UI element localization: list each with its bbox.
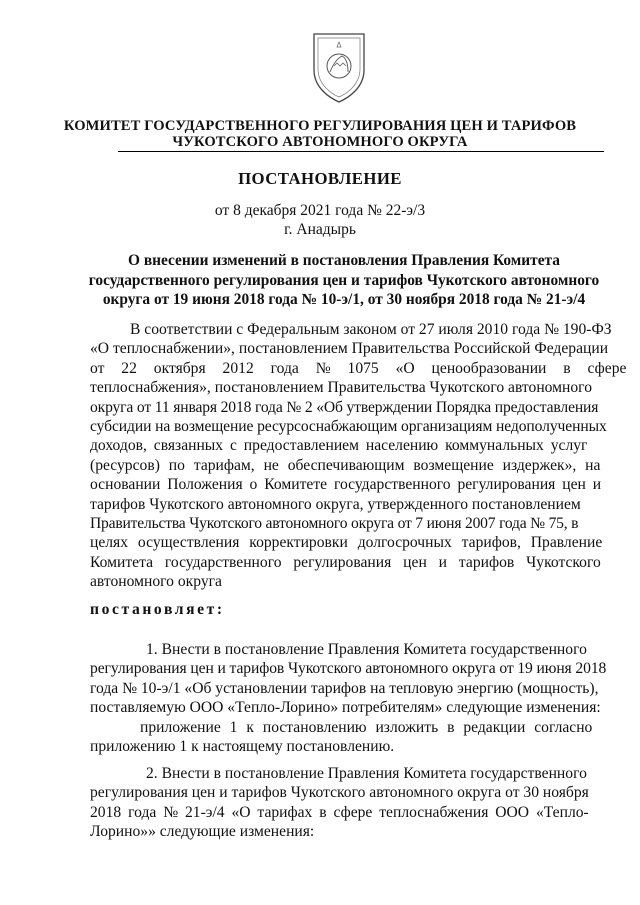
text-line: регулирования цен и тарифов Чукотского автономного округа от 19 июня 2018 <box>90 660 607 678</box>
text-line: (ресурсов) по тарифам, не обеспечивающим возмещение издержек», на <box>90 456 601 474</box>
text-line: Комитета государственного регулирования цен и тарифов Чукотского <box>90 553 601 571</box>
text-line: от 22 октября 2012 года № 1075 «О ценообразовании в сфере <box>90 359 627 377</box>
text-line: «О теплоснабжении», постановлением Правительства Российской Федерации <box>90 340 609 358</box>
text-line: тарифов Чукотского автономного округа, утвержденного постановлением <box>90 495 581 513</box>
subject-line: О внесении изменений в постановления Правления Комитета <box>128 252 560 269</box>
text-line: Лорино»» следующие изменения: <box>90 823 315 841</box>
text-line: теплоснабжения», постановлением Правительства Чукотского автономного <box>90 379 592 397</box>
subject-line: округа от 19 июня 2018 года № 10-э/1, от 30 ноября 2018 года № 21-э/4 <box>102 291 586 308</box>
text-line: основании Положения о Комитете государственного регулирования цен и <box>90 476 602 494</box>
text-line: В соответствии с Федеральным законом от 27 июля 2010 года № 190-ФЗ <box>130 321 612 338</box>
coat-of-arms-emblem <box>308 28 370 104</box>
document-city: г. Анадырь <box>284 221 356 238</box>
text-line: 2018 года № 21-э/4 «О тарифах в сфере теплоснабжения ООО «Тепло- <box>90 803 589 821</box>
text-line: Правительства Чукотского автономного округа от 7 июня 2007 года № 75, в <box>90 514 579 532</box>
header-divider <box>118 151 604 152</box>
text-line: субсидии на возмещение ресурсоснабжающим организациям недополученных <box>90 417 607 435</box>
text-line: регулирования цен и тарифов Чукотского автономного округа от 30 ноября <box>90 784 589 802</box>
text-line: автономного округа <box>90 573 222 591</box>
text-line: года № 10-э/1 «Об установлении тарифов на тепловую энергию (мощность), <box>90 679 599 697</box>
item-2-paragraph <box>90 764 602 842</box>
resolve-keyword: постановляет: <box>90 601 225 618</box>
document-type-title: ПОСТАНОВЛЕНИЕ <box>238 169 402 188</box>
text-line: 2. Внести в постановление Правления Комитета государственного <box>146 765 587 782</box>
document-subject <box>74 251 614 310</box>
text-line: целях осуществления корректировки долгосрочных тарифов, Правление <box>90 534 603 552</box>
text-line: поставляемую ООО «Тепло-Лорино» потребителям» следующие изменения: <box>90 699 601 717</box>
document-date-number: от 8 декабря 2021 года № 22-э/3 <box>214 202 426 219</box>
text-line: 1. Внести в постановление Правления Комитета государственного <box>146 641 587 658</box>
item-1-paragraph <box>90 640 607 756</box>
text-line: приложение 1 к постановлению изложить в редакции согласно <box>140 718 593 736</box>
committee-name-line2: ЧУКОТСКОГО АВТОНОМНОГО ОКРУГА <box>172 134 468 150</box>
text-line: доходов, связанных с предоставлением населению коммунальных услуг <box>90 437 588 455</box>
committee-name-line1: КОМИТЕТ ГОСУДАРСТВЕННОГО РЕГУЛИРОВАНИЯ ЦЕН И ТАРИФОВ <box>63 118 577 134</box>
subject-line: государственного регулирования цен и тарифов Чукотского автономного <box>88 271 600 289</box>
text-line: приложению 1 к настоящему постановлению. <box>90 737 395 755</box>
text-line: округа от 11 января 2018 года № 2 «Об утверждении Порядка предоставления <box>90 398 599 416</box>
preamble-paragraph <box>90 320 627 591</box>
